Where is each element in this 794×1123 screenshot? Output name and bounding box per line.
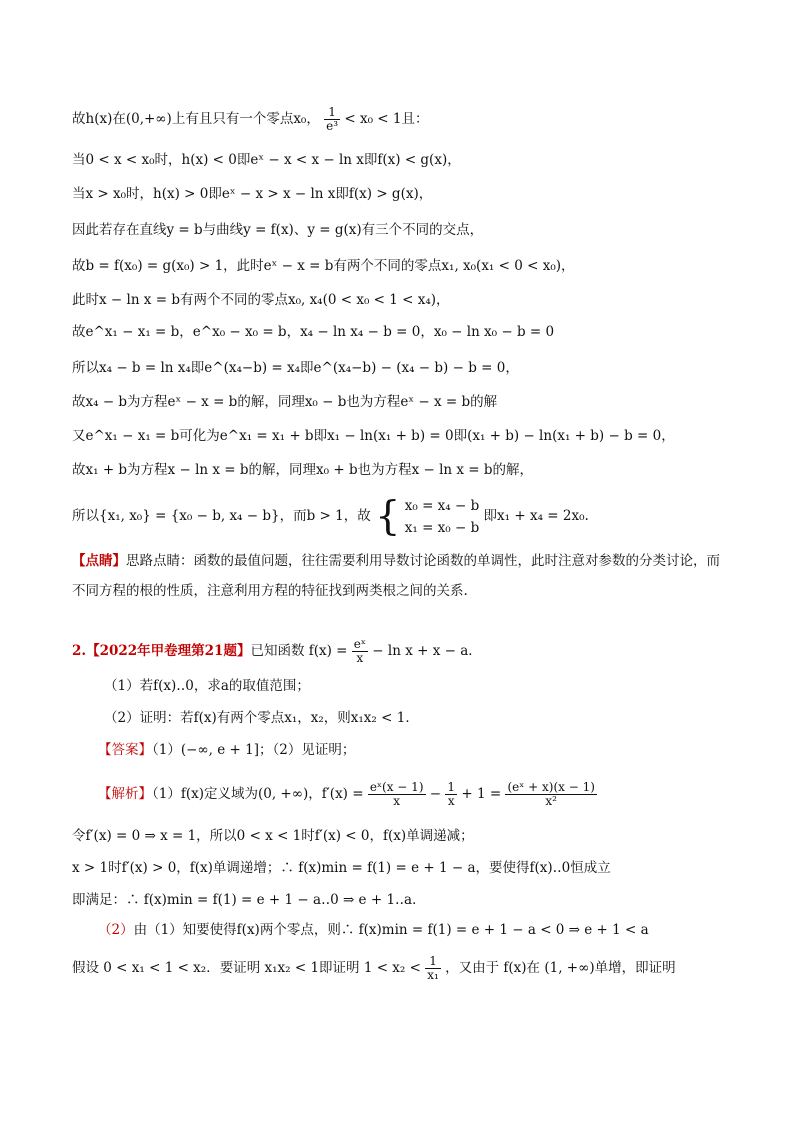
answer-text: （1）(−∞, e + 1]；（2）见证明；	[152, 742, 356, 758]
fraction	[505, 781, 596, 808]
fraction-den: x	[447, 794, 455, 808]
text: − ln x + x − a．	[372, 643, 482, 659]
system-eq-1: x₀ = x₄ − b	[404, 497, 480, 514]
problem2-heading	[72, 636, 482, 666]
answer-line	[98, 740, 355, 760]
fraction-num: 1	[425, 955, 441, 969]
note-label: 【点睛】	[72, 553, 126, 569]
fraction-den: x²	[545, 794, 557, 808]
answer-label: 【答案】	[98, 742, 152, 758]
text: f(x) =	[308, 643, 348, 659]
line-2: 当0 < x < x₀时，h(x) < 0即eˣ − x < x − ln x即f(x) < g(x)，	[72, 152, 461, 168]
text: 故h(x)在(0,+∞)上有且只有一个零点x₀，	[72, 111, 320, 127]
line-9: 故x₄ − b为方程eˣ − x = b的解，同理x₀ − b也为方程eˣ − x = b的解	[72, 394, 498, 410]
step-4	[98, 920, 649, 940]
fraction-den: x	[356, 651, 364, 665]
fraction-den: x₁	[427, 968, 439, 982]
fraction-den: e³	[326, 119, 339, 133]
step-2: x > 1时f′(x) > 0，f(x)单调递增；∴ f(x)min = f(1) = e + 1 − a，要使得f(x)‥0恒成立	[72, 860, 611, 876]
problem-header: 2.【2022年甲卷理第21题】	[72, 643, 251, 659]
fraction-num: eˣ(x − 1)	[369, 780, 424, 794]
line-1	[72, 106, 428, 133]
line-5: 故b = f(x₀) = g(x₀) > 1，此时eˣ − x = b有两个不同的零点x₁, x₀(x₁ < 0 < x₀)，	[72, 258, 575, 274]
equation-system	[405, 495, 479, 539]
text: 即x₁ + x₄ = 2x₀.	[483, 508, 589, 524]
note-paragraph	[72, 546, 732, 606]
system-eq-2: x₁ = x₀ − b	[404, 519, 480, 536]
fraction-num: (eˣ + x)(x − 1)	[507, 780, 595, 794]
question-1: （1）若f(x)‥0，求a的取值范围；	[104, 678, 310, 694]
text: + 1 =	[461, 786, 502, 802]
fraction	[425, 955, 441, 982]
text: −	[429, 786, 442, 802]
fraction-den: x	[393, 794, 401, 808]
line-11: 故x₁ + b为方程x − ln x = b的解，同理x₀ + b也为方程x − ln x = b的解，	[72, 462, 534, 478]
fraction-num: eˣ	[353, 637, 366, 651]
analysis-label: 【解析】	[98, 786, 152, 802]
text: < x₀ < 1且：	[344, 111, 429, 127]
part-label: （2）	[98, 922, 134, 938]
brace-icon: {	[375, 493, 401, 540]
fraction-num: 1	[324, 106, 340, 120]
line-4: 因此若存在直线y = b与曲线y = f(x)、y = g(x)有三个不同的交点，	[72, 222, 484, 238]
fraction	[324, 106, 340, 133]
note-text: 思路点睛：函数的最值问题，往往需要利用导数讨论函数的单调性，此时注意对参数的分类讨论，而不同方程的根的性质，注意利用方程的特征找到两类根之间的关系.	[72, 553, 720, 599]
text: 由（1）知要使得f(x)两个零点，则∴ f(x)min = f(1) = e + 1 − a < 0 ⇒ e + 1 < a	[133, 922, 649, 938]
fraction-num: 1	[447, 780, 456, 794]
fraction	[368, 781, 426, 808]
analysis-line	[98, 778, 597, 810]
line-10: 又e^x₁ − x₁ = b可化为e^x₁ = x₁ + b即x₁ − ln(x₁ + b) = 0即(x₁ + b) − ln(x₁ + b) − b = 0，	[72, 428, 675, 444]
text: （1）f(x)定义域为(0, +∞)，f′(x) =	[152, 786, 364, 802]
question-2: （2）证明：若f(x)有两个零点x₁，x₂，则x₁x₂ < 1．	[104, 710, 419, 726]
text: 已知函数	[250, 643, 305, 659]
line-8: 所以x₄ − b = ln x₄即e^(x₄−b) = x₄即e^(x₄−b) − (x₄ − b) − b = 0，	[72, 360, 519, 376]
text: 假设 0 < x₁ < 1 < x₂．要证明 x₁x₂ < 1即证明 1 < x₂ <	[72, 960, 421, 976]
line-3: 当x > x₀时，h(x) > 0即eˣ − x > x − ln x即f(x) > g(x)，	[72, 186, 433, 202]
fraction	[352, 638, 368, 665]
line-7: 故e^x₁ − x₁ = b，e^x₀ − x₀ = b，x₄ − ln x₄ − b = 0，x₀ − ln x₀ − b = 0	[72, 324, 555, 340]
line-6: 此时x − ln x = b有两个不同的零点x₀, x₄(0 < x₀ < 1 < x₄)，	[72, 292, 450, 308]
step-1: 令f′(x) = 0 ⇒ x = 1，所以0 < x < 1时f′(x) < 0，f(x)单调递减；	[72, 828, 474, 844]
line-12	[72, 494, 589, 539]
step-3: 即满足：∴ f(x)min = f(1) = e + 1 − a‥0 ⇒ e + 1‥a．	[72, 892, 426, 908]
step-5	[72, 952, 676, 984]
fraction	[445, 781, 457, 808]
text: 所以{x₁, x₀} = {x₀ − b, x₄ − b}，而b > 1，故	[72, 508, 371, 524]
text: ，又由于 f(x)在 (1, +∞)单增，即证明	[445, 960, 676, 976]
